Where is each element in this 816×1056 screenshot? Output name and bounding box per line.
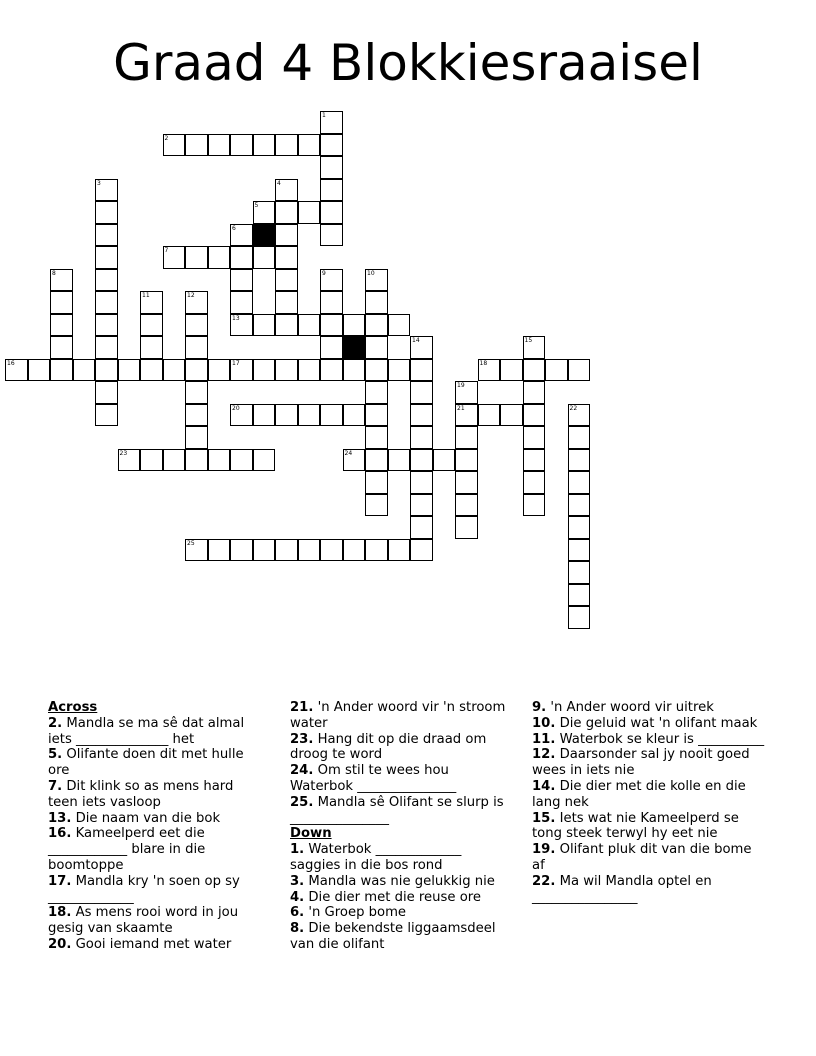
grid-cell[interactable] <box>73 359 96 382</box>
grid-cell[interactable] <box>50 291 73 314</box>
blocked-cell <box>343 336 366 359</box>
grid-cell[interactable] <box>388 539 411 562</box>
grid-cell[interactable] <box>298 314 321 337</box>
clue-number-label: 15. <box>532 810 556 826</box>
grid-cell[interactable] <box>410 516 433 539</box>
clue-text: 'n Ander woord vir uitrek <box>546 700 714 715</box>
clue-number-label: 20. <box>48 936 72 952</box>
grid-cell[interactable] <box>140 336 163 359</box>
grid-cell[interactable] <box>410 404 433 427</box>
grid-cell[interactable] <box>95 381 118 404</box>
grid-cell[interactable] <box>320 404 343 427</box>
clue-text: Die geluid wat 'n olifant maak <box>555 715 758 731</box>
grid-cell[interactable] <box>568 561 591 584</box>
grid-cell[interactable] <box>208 449 231 472</box>
clue-number-label: 19. <box>532 842 556 858</box>
puzzle-title: Graad 4 Blokkiesraaisel <box>113 34 703 92</box>
clue-number-label: 25. <box>290 794 314 810</box>
clue-text: Mandla was nie gelukkig nie <box>304 873 495 889</box>
grid-cell[interactable] <box>95 314 118 337</box>
grid-cell[interactable] <box>230 224 253 247</box>
grid-cell[interactable] <box>185 359 208 382</box>
down-clue <box>290 921 515 953</box>
grid-cell[interactable] <box>230 539 253 562</box>
grid-cell[interactable] <box>568 426 591 449</box>
grid-cell[interactable] <box>320 269 343 292</box>
grid-cell[interactable] <box>298 404 321 427</box>
grid-cell[interactable] <box>185 314 208 337</box>
grid-cell[interactable] <box>95 179 118 202</box>
clue-number: 9 <box>322 269 326 277</box>
grid-cell[interactable] <box>50 336 73 359</box>
grid-cell[interactable] <box>298 134 321 157</box>
clue-number-label: 16. <box>48 826 72 842</box>
across-clue <box>48 826 263 873</box>
down-clue <box>532 732 767 748</box>
clue-number: 17 <box>232 359 240 367</box>
clue-text: Die bekendste liggaamsdeel van die olifant <box>290 921 496 952</box>
grid-cell[interactable] <box>365 269 388 292</box>
down-heading: Down <box>290 826 332 842</box>
grid-cell[interactable] <box>275 201 298 224</box>
clue-number-label: 1. <box>290 842 305 858</box>
clue-number: 25 <box>187 539 195 547</box>
grid-cell[interactable] <box>320 336 343 359</box>
clue-text: Waterbok _____________ saggies in die bos rond <box>290 842 462 873</box>
grid-cell[interactable] <box>320 201 343 224</box>
clue-number: 24 <box>344 449 353 457</box>
down-clue <box>532 779 767 811</box>
grid-cell[interactable] <box>568 404 591 427</box>
grid-cell[interactable] <box>230 404 253 427</box>
grid-cell[interactable] <box>95 336 118 359</box>
clue-text: Gooi iemand met water <box>71 936 232 952</box>
across-list-part-2 <box>290 700 515 826</box>
grid-cell[interactable] <box>568 359 591 382</box>
grid-cell[interactable] <box>253 449 276 472</box>
grid-cell[interactable] <box>50 359 73 382</box>
grid-cell[interactable] <box>320 539 343 562</box>
clue-text: Mandla kry 'n soen op sy _____________ <box>48 873 240 905</box>
clue-text: As mens rooi word in jou gesig van skaamte <box>48 905 239 937</box>
grid-cell[interactable] <box>275 179 298 202</box>
grid-cell[interactable] <box>568 539 591 562</box>
grid-cell[interactable] <box>163 449 186 472</box>
grid-cell[interactable] <box>298 359 321 382</box>
grid-cell[interactable] <box>568 471 591 494</box>
clue-text: 'n Ander woord vir 'n stroom water <box>290 700 506 731</box>
grid-cell[interactable] <box>388 449 411 472</box>
grid-cell[interactable] <box>410 449 433 472</box>
down-clue <box>532 811 767 843</box>
clue-text: Waterbok se kleur is __________ <box>555 731 765 747</box>
grid-cell[interactable] <box>410 494 433 517</box>
grid-cell[interactable] <box>230 359 253 382</box>
grid-cell[interactable] <box>275 359 298 382</box>
clue-number-label: 7. <box>48 778 63 794</box>
grid-cell[interactable] <box>320 314 343 337</box>
clue-number: 18 <box>479 359 488 367</box>
across-clue <box>290 795 515 827</box>
grid-cell[interactable] <box>320 224 343 247</box>
clue-number-label: 5. <box>48 747 63 763</box>
clue-number-label: 17. <box>48 873 72 889</box>
across-heading: Across <box>48 700 98 715</box>
grid-cell[interactable] <box>253 359 276 382</box>
grid-cell[interactable] <box>388 359 411 382</box>
grid-cell[interactable] <box>253 404 276 427</box>
grid-cell[interactable] <box>320 291 343 314</box>
clues-column-2 <box>290 700 515 953</box>
grid-cell[interactable] <box>230 134 253 157</box>
clue-number: 1 <box>322 112 326 119</box>
grid-cell[interactable] <box>320 179 343 202</box>
grid-cell[interactable] <box>365 359 388 382</box>
clue-number-label: 13. <box>48 810 72 826</box>
grid-cell[interactable] <box>478 359 501 382</box>
clue-text: Olifante doen dit met hulle ore <box>48 747 244 779</box>
grid-cell[interactable] <box>275 224 298 247</box>
clue-number-label: 2. <box>48 715 63 731</box>
grid-cell[interactable] <box>208 246 231 269</box>
clue-text: Hang dit op die draad om droog te word <box>290 731 487 763</box>
grid-cell[interactable] <box>163 359 186 382</box>
grid-cell[interactable] <box>523 381 546 404</box>
across-clue <box>290 700 515 732</box>
clue-number: 2 <box>164 134 169 142</box>
clue-number-label: 18. <box>48 905 72 921</box>
grid-cell[interactable] <box>410 336 433 359</box>
grid-cell[interactable] <box>140 359 163 382</box>
clue-number-label: 24. <box>290 763 314 779</box>
clue-number: 22 <box>569 404 578 412</box>
grid-cell[interactable] <box>410 426 433 449</box>
clue-number: 7 <box>164 247 169 254</box>
clue-text: 'n Groep bome <box>304 905 407 921</box>
down-list-part-2 <box>532 700 767 905</box>
grid-cell[interactable] <box>185 539 208 562</box>
clue-text: Ma wil Mandla optel en ________________ <box>532 873 712 905</box>
clue-text: Om stil te wees hou Waterbok _______________ <box>290 763 457 794</box>
clue-number: 20 <box>232 404 240 412</box>
grid-cell[interactable] <box>410 381 433 404</box>
grid-cell[interactable] <box>523 404 546 427</box>
grid-cell[interactable] <box>275 246 298 269</box>
clue-number-label: 8. <box>290 921 305 937</box>
grid-cell[interactable] <box>253 246 276 269</box>
grid-cell[interactable] <box>275 404 298 427</box>
clue-number: 4 <box>277 179 281 187</box>
down-clue <box>290 874 515 890</box>
down-clue <box>290 890 515 906</box>
clue-number-label: 14. <box>532 778 556 794</box>
clue-number: 19 <box>457 382 465 389</box>
down-list-part-1 <box>290 842 515 953</box>
down-clue <box>532 874 767 906</box>
down-clue <box>290 842 515 874</box>
across-clue <box>290 732 515 764</box>
across-clue <box>48 937 263 953</box>
grid-cell[interactable] <box>118 359 141 382</box>
grid-cell[interactable] <box>185 449 208 472</box>
grid-cell[interactable] <box>343 539 366 562</box>
clue-number: 14 <box>412 337 420 344</box>
grid-cell[interactable] <box>500 404 523 427</box>
down-clue <box>532 716 767 732</box>
grid-cell[interactable] <box>320 359 343 382</box>
grid-cell[interactable] <box>523 449 546 472</box>
grid-cell[interactable] <box>185 134 208 157</box>
grid-cell[interactable] <box>275 539 298 562</box>
clue-text: Die dier met die kolle en die lang nek <box>532 778 746 810</box>
clue-text: Die dier met die reuse ore <box>304 889 482 905</box>
clue-text: Mandla sê Olifant se slurp is _______________ <box>290 794 504 826</box>
down-clue <box>532 747 767 779</box>
grid-cell[interactable] <box>253 314 276 337</box>
grid-cell[interactable] <box>95 201 118 224</box>
across-clue <box>48 905 263 937</box>
grid-cell[interactable] <box>163 134 186 157</box>
clue-text: Die naam van die bok <box>71 810 221 826</box>
clue-number: 21 <box>457 404 465 412</box>
grid-cell[interactable] <box>230 449 253 472</box>
down-clue <box>532 842 767 874</box>
grid-cell[interactable] <box>230 291 253 314</box>
clue-text: Kameelperd eet die ____________ blare in die boomtoppe <box>48 826 206 873</box>
grid-cell[interactable] <box>433 449 456 472</box>
grid-cell[interactable] <box>95 291 118 314</box>
grid-cell[interactable] <box>365 381 388 404</box>
grid-cell[interactable] <box>568 606 591 629</box>
grid-cell[interactable] <box>185 246 208 269</box>
grid-cell[interactable] <box>568 449 591 472</box>
clue-number-label: 9. <box>532 700 547 715</box>
grid-cell[interactable] <box>230 269 253 292</box>
across-clue <box>48 716 263 748</box>
grid-cell[interactable] <box>253 539 276 562</box>
grid-cell[interactable] <box>275 134 298 157</box>
clue-number-label: 11. <box>532 731 556 747</box>
clue-number: 15 <box>524 337 533 344</box>
grid-cell[interactable] <box>275 291 298 314</box>
grid-cell[interactable] <box>5 359 28 382</box>
clue-number-label: 4. <box>290 889 305 905</box>
clue-number-label: 23. <box>290 731 314 747</box>
grid-cell[interactable] <box>365 336 388 359</box>
grid-cell[interactable] <box>343 404 366 427</box>
clue-number: 23 <box>119 449 128 457</box>
grid-cell[interactable] <box>343 359 366 382</box>
clue-number-label: 6. <box>290 905 305 921</box>
clue-text: Mandla se ma sê dat almal iets ______________ het <box>48 715 245 747</box>
clue-number: 6 <box>232 224 236 232</box>
clue-text: Olifant pluk dit van die bome af <box>532 842 752 873</box>
grid-cell[interactable] <box>140 314 163 337</box>
grid-cell[interactable] <box>523 359 546 382</box>
grid-cell[interactable] <box>365 426 388 449</box>
grid-cell[interactable] <box>455 426 478 449</box>
across-clue <box>48 811 263 827</box>
grid-cell[interactable] <box>523 336 546 359</box>
clue-number: 3 <box>97 179 101 187</box>
grid-cell[interactable] <box>568 584 591 607</box>
across-clue <box>48 747 263 779</box>
grid-cell[interactable] <box>253 201 276 224</box>
grid-cell[interactable] <box>163 246 186 269</box>
clue-text: Iets wat nie Kameelperd se tong steek terwyl hy eet nie <box>532 810 739 842</box>
grid-cell[interactable] <box>185 426 208 449</box>
grid-cell[interactable] <box>455 471 478 494</box>
clue-number-label: 3. <box>290 873 305 889</box>
grid-cell[interactable] <box>253 134 276 157</box>
grid-cell[interactable] <box>320 134 343 157</box>
grid-cell[interactable] <box>140 291 163 314</box>
grid-cell[interactable] <box>455 494 478 517</box>
grid-cell[interactable] <box>95 269 118 292</box>
grid-cell[interactable] <box>95 359 118 382</box>
down-clue <box>532 700 767 716</box>
clue-number-label: 12. <box>532 747 556 763</box>
clue-number-label: 22. <box>532 873 556 889</box>
grid-cell[interactable] <box>568 494 591 517</box>
grid-cell[interactable] <box>140 449 163 472</box>
grid-cell[interactable] <box>208 134 231 157</box>
across-clue <box>290 763 515 795</box>
grid-cell[interactable] <box>410 539 433 562</box>
grid-cell[interactable] <box>545 359 568 382</box>
grid-cell[interactable] <box>298 539 321 562</box>
grid-cell[interactable] <box>365 494 388 517</box>
grid-cell[interactable] <box>455 516 478 539</box>
grid-cell[interactable] <box>118 449 141 472</box>
clue-number: 11 <box>142 292 150 299</box>
grid-cell[interactable] <box>365 291 388 314</box>
grid-cell[interactable] <box>455 381 478 404</box>
grid-cell[interactable] <box>500 359 523 382</box>
clue-number: 5 <box>254 202 259 209</box>
grid-cell[interactable] <box>478 404 501 427</box>
across-list-part-1 <box>48 716 263 953</box>
grid-cell[interactable] <box>185 291 208 314</box>
clue-text: Daarsonder sal jy nooit goed wees in iets nie <box>532 747 750 779</box>
clue-number: 13 <box>232 314 240 322</box>
grid-cell[interactable] <box>275 314 298 337</box>
grid-cell[interactable] <box>320 156 343 179</box>
clues-column-1 <box>48 700 263 953</box>
grid-cell[interactable] <box>365 471 388 494</box>
grid-cell[interactable] <box>298 201 321 224</box>
clue-number: 12 <box>187 292 195 299</box>
grid-cell[interactable] <box>28 359 51 382</box>
grid-cell[interactable] <box>365 539 388 562</box>
grid-cell[interactable] <box>95 246 118 269</box>
grid-cell[interactable] <box>388 314 411 337</box>
across-clue <box>48 874 263 906</box>
grid-cell[interactable] <box>185 336 208 359</box>
grid-cell[interactable] <box>50 269 73 292</box>
grid-cell[interactable] <box>50 314 73 337</box>
grid-cell[interactable] <box>208 359 231 382</box>
grid-cell[interactable] <box>365 449 388 472</box>
clue-number: 10 <box>367 269 375 277</box>
grid-cell[interactable] <box>230 314 253 337</box>
grid-cell[interactable] <box>523 426 546 449</box>
grid-cell[interactable] <box>455 449 478 472</box>
grid-cell[interactable] <box>455 404 478 427</box>
grid-cell[interactable] <box>410 471 433 494</box>
across-clue <box>48 779 263 811</box>
clue-number: 8 <box>52 269 56 277</box>
grid-cell[interactable] <box>365 314 388 337</box>
grid-cell[interactable] <box>230 246 253 269</box>
grid-cell[interactable] <box>523 471 546 494</box>
grid-cell[interactable] <box>568 516 591 539</box>
clue-number: 16 <box>7 359 15 367</box>
grid-cell[interactable] <box>185 404 208 427</box>
grid-cell[interactable] <box>275 269 298 292</box>
clues-column-3 <box>532 700 767 905</box>
grid-cell[interactable] <box>523 494 546 517</box>
down-clue <box>290 905 515 921</box>
grid-cell[interactable] <box>365 404 388 427</box>
grid-cell[interactable] <box>185 381 208 404</box>
grid-cell[interactable] <box>320 111 343 134</box>
grid-cell[interactable] <box>343 314 366 337</box>
clue-number-label: 21. <box>290 700 314 715</box>
clue-number-label: 10. <box>532 715 556 731</box>
grid-cell[interactable] <box>410 359 433 382</box>
grid-cell[interactable] <box>95 224 118 247</box>
grid-cell[interactable] <box>343 449 366 472</box>
blocked-cell <box>253 224 276 247</box>
clue-text: Dit klink so as mens hard teen iets vasloop <box>48 778 234 810</box>
grid-cell[interactable] <box>208 539 231 562</box>
grid-cell[interactable] <box>95 404 118 427</box>
